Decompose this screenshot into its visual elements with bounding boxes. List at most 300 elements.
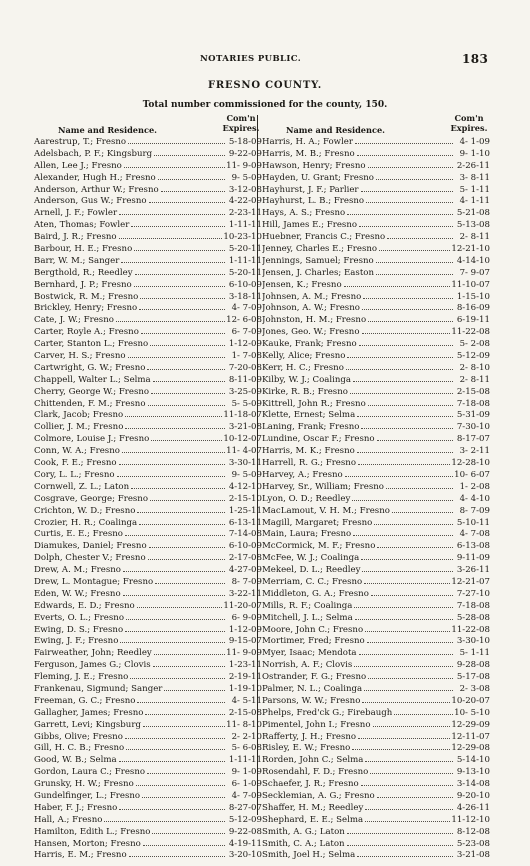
right-column-header xyxy=(262,113,490,137)
notary-name-residence: Grunsky, H. W.; Fresno xyxy=(34,779,134,790)
notary-entry xyxy=(262,660,490,672)
notary-name-residence: Kittrell, John R.; Fresno xyxy=(262,398,366,409)
dot-leader xyxy=(120,642,225,643)
dot-leader xyxy=(151,440,222,441)
notary-name-residence: Harris, M. K.; Fresno xyxy=(262,446,355,457)
notary-name-residence: Palmer, N. L.; Coalinga xyxy=(262,683,363,694)
notary-name-residence: Mitchell, J. L.; Selma xyxy=(262,612,353,623)
notary-name-residence: Ferguson, James G.; Clovis xyxy=(34,660,151,671)
dot-leader xyxy=(125,428,225,429)
dot-leader xyxy=(365,761,453,762)
notary-name-residence: Kilby, W. J.; Coalinga xyxy=(262,374,352,385)
dot-leader xyxy=(377,547,453,548)
notary-name-residence: Curtis, E. E.; Fresno xyxy=(34,529,123,540)
dot-leader xyxy=(119,464,225,465)
commission-expiry-date: 1-11-11 xyxy=(228,220,262,231)
commission-expiry-date: 4- 1-09 xyxy=(459,137,490,147)
commission-expiry-date: 10-23-10 xyxy=(223,232,262,243)
dot-leader xyxy=(364,690,453,691)
dot-leader xyxy=(150,500,225,501)
commission-expiry-date: 3-20-10 xyxy=(228,850,262,861)
notary-entry xyxy=(34,434,262,446)
notary-name-residence: Barbour, H. E.; Fresno xyxy=(34,244,133,255)
notary-name-residence: Dolph, Chester V.; Fresno xyxy=(34,553,146,564)
notary-name-residence: Johnston, H. M.; Fresno xyxy=(262,315,367,326)
commission-expiry-date: 11- 9-09 xyxy=(226,160,262,171)
notary-entry xyxy=(34,244,262,256)
notary-name-residence: Rafferty, J. H.; Fresno xyxy=(262,731,357,742)
notary-entry xyxy=(262,672,490,684)
commission-expiry-date: 8-17-07 xyxy=(456,434,490,445)
commission-expiry-date: 11- 9-09 xyxy=(226,648,262,659)
dot-leader xyxy=(361,428,453,429)
commission-expiry-date: 8- 7-09 xyxy=(459,505,490,516)
notary-name-residence: Smith, Joel H.; Selma xyxy=(262,850,356,861)
commission-expiry-date: 5-31-09 xyxy=(456,410,490,421)
notary-name-residence: Chittenden, F. M.; Fresno xyxy=(34,398,146,409)
notary-entry xyxy=(262,636,490,648)
notary-name-residence: Harvey, Sr., William; Fresno xyxy=(262,481,384,492)
notary-name-residence: Cosgrave, George; Fresno xyxy=(34,493,149,504)
notary-name-residence: Brickley, Henry; Fresno xyxy=(34,303,138,314)
notary-entry xyxy=(262,625,490,637)
notary-entry xyxy=(262,303,490,315)
notary-entry xyxy=(262,446,490,458)
notary-entry xyxy=(34,553,262,565)
commission-expiry-date: 5- 5-09 xyxy=(231,398,262,409)
dot-leader xyxy=(139,309,225,310)
total-commissioned-line: Total number commissioned for the county, 150. xyxy=(142,100,388,110)
notary-entry xyxy=(34,720,262,732)
commission-expiry-date: 11- 4-07 xyxy=(226,446,262,457)
commission-expiry-date: 5-12-09 xyxy=(228,814,262,825)
notary-name-residence: Rosendahl, F. D.; Fresno xyxy=(262,767,369,778)
notary-name-residence: Bergthold, R.; Reedley xyxy=(34,267,133,278)
right-column xyxy=(262,113,490,862)
dot-leader xyxy=(143,726,225,727)
dot-leader xyxy=(119,809,225,810)
dot-leader xyxy=(359,345,453,346)
commission-expiry-date: 1- 7-08 xyxy=(231,351,262,362)
notary-entry xyxy=(262,577,490,589)
commission-expiry-date: 2- 8-11 xyxy=(459,232,490,243)
notary-name-residence: Jennings, Samuel; Fresno xyxy=(262,255,374,266)
dot-leader xyxy=(370,773,453,774)
notary-entry xyxy=(34,149,262,161)
commission-expiry-date: 5- 2-08 xyxy=(459,339,490,350)
notary-entry xyxy=(262,244,490,256)
dot-leader xyxy=(357,155,453,156)
notary-entry xyxy=(34,410,262,422)
notary-entry xyxy=(262,339,490,351)
notary-entry xyxy=(34,541,262,553)
notary-entry xyxy=(262,232,490,244)
notary-entry xyxy=(34,743,262,755)
notary-name-residence: Drew, L. Montague; Fresno xyxy=(34,576,154,587)
notary-name-residence: Drew, A. M.; Fresno xyxy=(34,565,121,576)
commission-expiry-date: 4-27-09 xyxy=(228,565,262,576)
dot-leader xyxy=(362,702,450,703)
notary-entry xyxy=(34,137,262,149)
notary-name-residence: Myer, Isaac; Mendota xyxy=(262,648,357,659)
commission-expiry-date: 3-25-09 xyxy=(228,386,262,397)
notary-name-residence: Cook, F. E.; Fresno xyxy=(34,458,117,469)
dot-leader xyxy=(161,191,225,192)
commission-expiry-date: 3-30-10 xyxy=(456,636,490,647)
notary-name-residence: Phelps, Fred'ck G.; Firebaugh xyxy=(262,707,393,718)
notary-entry xyxy=(262,779,490,791)
notary-name-residence: Bostwick, R. M.; Fresno xyxy=(34,291,139,302)
notary-name-residence: Main, Laura; Fresno xyxy=(262,529,352,540)
dot-leader xyxy=(143,845,225,846)
notary-entry xyxy=(262,601,490,613)
county-title: FRESNO COUNTY. xyxy=(207,80,323,91)
notary-name-residence: Ostrander, F. G.; Fresno xyxy=(262,672,367,683)
commission-expiry-date: 9-20-10 xyxy=(456,790,490,801)
notary-entry xyxy=(34,815,262,827)
notary-name-residence: Jensen, J. Charles; Easton xyxy=(262,267,374,278)
notary-entry xyxy=(262,375,490,387)
commission-expiry-date: 3-12-08 xyxy=(228,184,262,195)
dot-leader xyxy=(119,238,223,239)
notary-name-residence: Mekeel, D. L.; Reedley xyxy=(262,565,361,576)
commission-expiry-date: 3- 2-11 xyxy=(459,446,490,457)
commission-expiry-date: 9- 5-09 xyxy=(231,172,262,183)
notary-entry xyxy=(262,732,490,744)
notary-name-residence: Haber, F. J.; Fresno xyxy=(34,802,118,813)
dot-leader xyxy=(355,143,453,144)
notary-entry xyxy=(34,422,262,434)
dot-leader xyxy=(142,797,225,798)
commission-expiry-date: 7- 9-07 xyxy=(459,267,490,278)
commission-expiry-date: 2- 3-08 xyxy=(459,683,490,694)
notary-entry xyxy=(34,601,262,613)
commission-expiry-date: 6-13-11 xyxy=(228,517,262,528)
commission-expiry-date: 6-13-08 xyxy=(456,541,490,552)
notary-name-residence: Fairweather, John; Reedley xyxy=(34,648,152,659)
notary-name-residence: Cartwright, G. W.; Fresno xyxy=(34,362,146,373)
notary-entry xyxy=(34,684,262,696)
notary-entry xyxy=(262,173,490,185)
dot-leader xyxy=(119,761,225,762)
notary-name-residence: Schaefer, J. R.; Fresno xyxy=(262,779,359,790)
notary-name-residence: Middleton, G. A.; Fresno xyxy=(262,588,369,599)
dot-leader xyxy=(377,797,453,798)
notary-entry xyxy=(34,613,262,625)
notary-entry xyxy=(34,482,262,494)
dot-leader xyxy=(154,654,225,655)
notary-name-residence: Gibbs, Olive; Fresno xyxy=(34,731,123,742)
commission-expiry-date: 8-11-09 xyxy=(228,374,262,385)
commission-expiry-date: 1-11-11 xyxy=(228,255,262,266)
dot-leader xyxy=(117,476,225,477)
notary-name-residence: Gill, H. C. B.; Fresno xyxy=(34,743,125,754)
dot-leader xyxy=(150,345,225,346)
notary-entry xyxy=(34,446,262,458)
commission-expiry-date: 4- 7-09 xyxy=(231,303,262,314)
commission-expiry-date: 4-26-11 xyxy=(456,802,490,813)
commission-expiry-date: 7-27-10 xyxy=(456,588,490,599)
notary-entry xyxy=(34,208,262,220)
dot-leader xyxy=(125,535,225,536)
commission-expiry-date: 4-12-10 xyxy=(228,481,262,492)
notary-entry xyxy=(262,208,490,220)
notary-entry xyxy=(34,565,262,577)
notary-entry xyxy=(262,684,490,696)
dot-leader xyxy=(368,405,453,406)
commission-expiry-date: 7-20-08 xyxy=(228,362,262,373)
dot-leader xyxy=(129,856,225,857)
commission-expiry-date: 11-22-08 xyxy=(451,327,490,338)
notary-entry xyxy=(262,696,490,708)
dot-leader xyxy=(354,607,453,608)
notary-entry xyxy=(262,613,490,625)
notary-name-residence: Conn, W. A.; Fresno xyxy=(34,446,120,457)
commission-expiry-date: 2-15-10 xyxy=(228,493,262,504)
dot-leader xyxy=(347,845,453,846)
notary-name-residence: Kerr, H. C.; Fresno xyxy=(262,362,344,373)
notary-name-residence: Gallagher, James; Fresno xyxy=(34,707,144,718)
commission-expiry-date: 9-22-09 xyxy=(228,148,262,159)
commission-expiry-date: 1-12-09 xyxy=(228,339,262,350)
commission-expiry-date: 12-29-08 xyxy=(451,743,490,754)
notary-name-residence: Hays, A. S.; Fresno xyxy=(262,208,346,219)
commission-expiry-date: 5-18-09 xyxy=(228,137,262,147)
dot-leader xyxy=(361,785,453,786)
dot-leader xyxy=(130,678,225,679)
commission-expiry-date: 12-28-10 xyxy=(451,458,490,469)
notary-name-residence: Hansen, Morton; Fresno xyxy=(34,838,141,849)
notary-entry xyxy=(262,494,490,506)
dot-leader xyxy=(365,821,450,822)
notary-entry xyxy=(34,351,262,363)
commission-expiry-date: 10-12-07 xyxy=(223,434,262,445)
dot-leader xyxy=(368,321,453,322)
dot-leader xyxy=(357,416,453,417)
notary-name-residence: Jensen, K.; Fresno xyxy=(262,279,342,290)
notary-entry xyxy=(34,458,262,470)
commission-expiry-date: 9- 5-09 xyxy=(231,469,262,480)
commission-expiry-date: 12- 6-08 xyxy=(226,315,262,326)
notary-name-residence: Hawson, Henry; Fresno xyxy=(262,160,366,171)
notary-entry xyxy=(34,660,262,672)
dot-leader xyxy=(361,191,453,192)
notary-name-residence: Edwards, E. D.; Fresno xyxy=(34,600,135,611)
notary-entry xyxy=(34,506,262,518)
dot-leader xyxy=(347,357,453,358)
dot-leader xyxy=(136,785,225,786)
notary-entry xyxy=(34,185,262,197)
commission-expiry-date: 9-13-10 xyxy=(456,767,490,778)
dot-leader xyxy=(345,476,453,477)
commission-expiry-date: 11-20-07 xyxy=(223,600,262,611)
commission-expiry-date: 5-20-11 xyxy=(228,244,262,255)
dot-leader xyxy=(373,726,451,727)
commission-expiry-date: 3-18-11 xyxy=(228,291,262,302)
commission-expiry-date: 5- 1-11 xyxy=(459,648,490,659)
notary-entry xyxy=(34,375,262,387)
notary-name-residence: Kelly, Alice; Fresno xyxy=(262,351,346,362)
notary-name-residence: Harris, H. A.; Fowler xyxy=(262,137,353,147)
commission-expiry-date: 5-21-08 xyxy=(456,208,490,219)
commission-expiry-date: 3-14-08 xyxy=(456,779,490,790)
dot-leader xyxy=(358,464,450,465)
dot-leader xyxy=(387,238,453,239)
notary-name-residence: Secklemian, A. G.; Fresno xyxy=(262,790,375,801)
notary-entry xyxy=(34,327,262,339)
name-residence-label: Name and Residence. xyxy=(58,125,158,135)
dot-leader xyxy=(149,547,225,548)
dot-leader xyxy=(148,559,225,560)
commission-expiry-date: 8- 7-09 xyxy=(231,576,262,587)
notary-name-residence: Cherry, George W.; Fresno xyxy=(34,386,150,397)
notary-entry xyxy=(34,173,262,185)
commission-expiry-date: 10- 6-07 xyxy=(454,469,490,480)
notary-entry xyxy=(262,422,490,434)
notary-name-residence: Johnsen, A. M.; Fresno xyxy=(262,291,362,302)
dot-leader xyxy=(148,405,226,406)
notary-name-residence: Huebner, Francis C.; Fresno xyxy=(262,232,386,243)
notary-entry xyxy=(34,839,262,851)
commission-expiry-date: 3-21-08 xyxy=(228,422,262,433)
dot-leader xyxy=(362,309,453,310)
commission-expiry-date: 7-14-08 xyxy=(228,529,262,540)
dot-leader xyxy=(128,143,225,144)
notary-name-residence: Lyon, O. D.; Reedley xyxy=(262,493,351,504)
notary-name-residence: Frankenau, Sigmund; Sanger xyxy=(34,683,163,694)
notary-name-residence: Ewing, J. F.; Fresno xyxy=(34,636,119,647)
running-head xyxy=(0,52,530,66)
commission-expiry-date: 2-19-11 xyxy=(228,672,262,683)
notary-entry xyxy=(262,434,490,446)
notary-entry xyxy=(262,220,490,232)
commission-expiry-date: 3-30-11 xyxy=(228,458,262,469)
left-column xyxy=(34,113,262,862)
notary-entry xyxy=(262,827,490,839)
dot-leader xyxy=(147,369,225,370)
notary-name-residence: Laning, Frank; Fresno xyxy=(262,422,360,433)
notary-entry xyxy=(34,827,262,839)
notary-name-residence: Gordon, Laura C.; Fresno xyxy=(34,767,146,778)
notary-entry xyxy=(34,363,262,375)
dot-leader xyxy=(394,714,453,715)
dot-leader xyxy=(149,202,225,203)
notary-name-residence: Collier, J. M.; Fresno xyxy=(34,422,124,433)
dot-leader xyxy=(365,631,450,632)
commission-expiry-date: 5- 6-08 xyxy=(231,743,262,754)
notary-entry xyxy=(262,850,490,862)
notary-entry xyxy=(34,850,262,862)
dot-leader xyxy=(140,298,225,299)
notary-entry xyxy=(34,529,262,541)
commission-expiry-date: 9-11-09 xyxy=(456,553,490,564)
notary-entry xyxy=(34,732,262,744)
dot-leader xyxy=(362,333,451,334)
dot-leader xyxy=(357,856,453,857)
notary-name-residence: Freeman, G. C.; Fresno xyxy=(34,695,136,706)
notary-name-residence: Barr, W. M.; Sanger xyxy=(34,255,120,266)
dot-leader xyxy=(104,821,225,822)
dot-leader xyxy=(392,512,453,513)
notary-name-residence: Smith, C. A.; Laton xyxy=(262,838,345,849)
dot-leader xyxy=(164,690,225,691)
notary-entry xyxy=(34,696,262,708)
dot-leader xyxy=(154,155,225,156)
commission-expiry-date: 1-15-10 xyxy=(456,291,490,302)
commission-expiry-date: 2-23-11 xyxy=(228,208,262,219)
notary-name-residence: Anderson, Gus W.; Fresno xyxy=(34,196,147,207)
commission-expiry-date: 8-27-07 xyxy=(228,802,262,813)
dot-leader xyxy=(123,595,225,596)
notary-name-residence: Adelsbach, P. F.; Kingsburg xyxy=(34,148,153,159)
notary-name-residence: Merriam, C. C.; Fresno xyxy=(262,576,363,587)
notary-name-residence: Crozier, H. R.; Coalinga xyxy=(34,517,138,528)
notary-entry xyxy=(262,767,490,779)
notary-name-residence: Kirke, R. B.; Fresno xyxy=(262,386,348,397)
commission-expiry-date: 4-22-09 xyxy=(228,196,262,207)
notary-name-residence: Cory, L. L.; Fresno xyxy=(34,469,115,480)
commission-expiry-date: 8-16-09 xyxy=(456,303,490,314)
notary-name-residence: Anderson, Arthur W.; Fresno xyxy=(34,184,159,195)
right-entry-list xyxy=(262,137,490,862)
notary-name-residence: Harvey, A.; Fresno xyxy=(262,469,343,480)
commission-expiry-date: 4- 7-08 xyxy=(459,529,490,540)
notary-entry xyxy=(34,648,262,660)
notary-name-residence: Diamukes, Daniel; Fresno xyxy=(34,541,147,552)
commission-expiry-date: 11-12-10 xyxy=(451,814,490,825)
notary-name-residence: Hall, A.; Fresno xyxy=(34,814,103,825)
commission-expiry-date: 10-20-07 xyxy=(451,695,490,706)
dot-leader xyxy=(357,452,453,453)
dot-leader xyxy=(364,583,450,584)
notary-name-residence: Cornwell, Z. L.; Laton xyxy=(34,481,130,492)
dot-leader xyxy=(386,488,453,489)
notary-entry xyxy=(262,315,490,327)
commission-expiry-date: 9-15-07 xyxy=(228,636,262,647)
notary-entry xyxy=(34,518,262,530)
commission-expiry-date: 9-22-08 xyxy=(228,826,262,837)
notary-entry xyxy=(262,399,490,411)
commission-expiry-date: 1-12-09 xyxy=(228,624,262,635)
dot-leader xyxy=(366,202,453,203)
notary-entry xyxy=(262,351,490,363)
dot-leader xyxy=(376,179,453,180)
commission-expires-label: Com'n Expires. xyxy=(450,113,488,133)
dot-leader xyxy=(374,524,453,525)
commission-expiry-date: 3-22-11 xyxy=(228,588,262,599)
notary-entry xyxy=(262,410,490,422)
commission-expiry-date: 5- 1-11 xyxy=(459,184,490,195)
commission-expiry-date: 3- 8-11 xyxy=(459,172,490,183)
commission-expiry-date: 6-10-09 xyxy=(228,279,262,290)
dot-leader xyxy=(152,833,225,834)
dot-leader xyxy=(125,631,225,632)
dot-leader xyxy=(134,286,225,287)
dot-leader xyxy=(121,262,225,263)
notary-entry xyxy=(34,755,262,767)
notary-name-residence: Aarestrup, T.; Fresno xyxy=(34,137,127,147)
commission-expiry-date: 3-21-08 xyxy=(456,850,490,861)
commission-expiry-date: 7-18-08 xyxy=(456,398,490,409)
dot-leader xyxy=(361,559,453,560)
notary-entry xyxy=(34,292,262,304)
left-entry-list xyxy=(34,137,262,862)
notary-entry xyxy=(34,196,262,208)
notary-name-residence: Aten, Thomas; Fowler xyxy=(34,220,130,231)
commission-expiry-date: 1- 2-08 xyxy=(459,481,490,492)
commission-expiry-date: 12-21-07 xyxy=(451,576,490,587)
notary-entry xyxy=(34,268,262,280)
